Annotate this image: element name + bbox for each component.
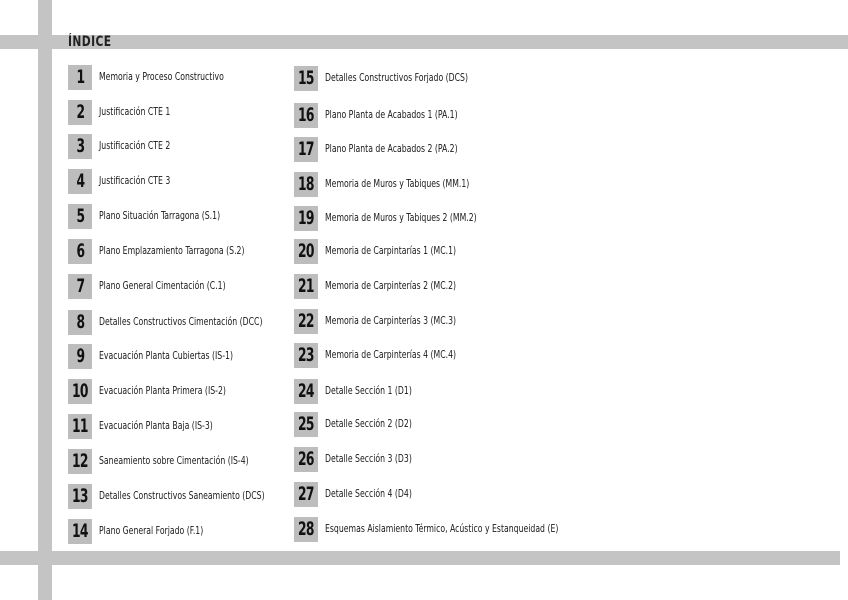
index-number-box bbox=[294, 172, 318, 197]
index-item bbox=[294, 516, 610, 542]
index-label: Evacuación Planta Primera (IS-2) bbox=[99, 385, 226, 397]
index-number: 7 bbox=[76, 275, 84, 297]
index-number: 10 bbox=[72, 380, 88, 402]
index-item bbox=[294, 342, 485, 368]
index-number-box bbox=[68, 134, 92, 159]
index-label: Memoria de Muros y Tabiques (MM.1) bbox=[325, 178, 470, 190]
index-label: Memoria de Carpintarías 1 (MC.1) bbox=[325, 245, 457, 257]
index-number: 5 bbox=[76, 205, 84, 227]
index-item bbox=[294, 65, 499, 91]
index-item bbox=[68, 483, 301, 509]
index-label: Detalle Sección 3 (D3) bbox=[325, 453, 412, 465]
index-number: 8 bbox=[76, 311, 84, 333]
index-number-box bbox=[68, 274, 92, 299]
index-item bbox=[68, 343, 262, 369]
index-item bbox=[68, 413, 238, 439]
index-label: Detalles Constructivos Forjado (DCS) bbox=[325, 72, 469, 84]
index-number: 12 bbox=[72, 450, 88, 472]
index-label: Evacuación Planta Baja (IS-3) bbox=[99, 420, 213, 432]
index-number-box bbox=[68, 519, 92, 544]
top-decor-bar bbox=[0, 35, 848, 49]
index-item bbox=[68, 238, 276, 264]
index-number: 19 bbox=[298, 207, 314, 229]
index-label: Detalles Constructivos Cimentación (DCC) bbox=[99, 316, 263, 328]
index-number: 24 bbox=[298, 380, 314, 402]
index-item bbox=[68, 309, 298, 335]
index-number: 1 bbox=[76, 66, 84, 88]
index-number: 3 bbox=[76, 135, 84, 157]
index-item bbox=[294, 481, 431, 507]
index-label: Esquemas Aislamiento Térmico, Acústico y Estanqueidad (E) bbox=[325, 523, 559, 535]
index-number: 6 bbox=[76, 240, 84, 262]
index-number: 18 bbox=[298, 173, 314, 195]
index-item bbox=[294, 205, 510, 231]
index-number: 11 bbox=[72, 415, 88, 437]
index-number: 25 bbox=[298, 413, 314, 435]
index-number-box bbox=[294, 412, 318, 437]
index-item bbox=[294, 102, 487, 128]
index-number: 2 bbox=[76, 101, 84, 123]
index-label: Detalles Constructivos Saneamiento (DCS) bbox=[99, 490, 265, 502]
index-number-box bbox=[68, 379, 92, 404]
index-label: Evacuación Planta Cubiertas (IS-1) bbox=[99, 350, 233, 362]
index-label: Plano General Cimentación (C.1) bbox=[99, 280, 226, 292]
index-item bbox=[68, 168, 186, 194]
index-item bbox=[68, 133, 186, 159]
index-number-box bbox=[68, 239, 92, 264]
index-label: Detalle Sección 2 (D2) bbox=[325, 418, 412, 430]
index-item bbox=[294, 411, 431, 437]
index-label: Justificación CTE 3 bbox=[99, 175, 171, 187]
index-label: Detalle Sección 1 (D1) bbox=[325, 385, 412, 397]
index-item bbox=[294, 446, 431, 472]
index-number-box bbox=[294, 103, 318, 128]
index-number-box bbox=[294, 206, 318, 231]
index-number-box bbox=[68, 204, 92, 229]
index-number-box bbox=[68, 65, 92, 90]
index-number-box bbox=[294, 274, 318, 299]
index-item bbox=[294, 378, 431, 404]
index-label: Justificación CTE 2 bbox=[99, 140, 171, 152]
index-label: Memoria y Proceso Constructivo bbox=[99, 71, 224, 83]
index-number-box bbox=[294, 343, 318, 368]
index-item bbox=[294, 171, 501, 197]
index-item bbox=[68, 378, 254, 404]
index-number: 23 bbox=[298, 344, 314, 366]
index-item bbox=[68, 64, 251, 90]
index-label: Plano Planta de Acabados 2 (PA.2) bbox=[325, 143, 458, 155]
index-item bbox=[68, 448, 282, 474]
index-number-box bbox=[68, 484, 92, 509]
index-item bbox=[294, 238, 485, 264]
bottom-decor-bar bbox=[0, 551, 840, 565]
index-item bbox=[294, 308, 485, 334]
index-number: 17 bbox=[298, 138, 314, 160]
index-label: Memoria de Carpinterías 4 (MC.4) bbox=[325, 349, 457, 361]
index-number: 13 bbox=[72, 485, 88, 507]
index-number-box bbox=[294, 66, 318, 91]
index-number-box bbox=[294, 482, 318, 507]
index-number-box bbox=[68, 169, 92, 194]
index-label: Justificación CTE 1 bbox=[99, 106, 171, 118]
index-number-box bbox=[294, 379, 318, 404]
index-item bbox=[294, 136, 487, 162]
index-number: 20 bbox=[298, 240, 314, 262]
index-label: Saneamiento sobre Cimentación (IS-4) bbox=[99, 455, 249, 467]
index-number: 21 bbox=[298, 275, 314, 297]
index-label: Plano Planta de Acabados 1 (PA.1) bbox=[325, 109, 458, 121]
index-label: Detalle Sección 4 (D4) bbox=[325, 488, 412, 500]
index-number-box bbox=[68, 449, 92, 474]
index-number: 22 bbox=[298, 310, 314, 332]
index-number: 27 bbox=[298, 483, 314, 505]
index-number: 9 bbox=[76, 345, 84, 367]
index-item bbox=[294, 273, 485, 299]
index-number-box bbox=[294, 239, 318, 264]
index-item bbox=[68, 99, 186, 125]
index-item bbox=[68, 203, 247, 229]
index-number: 4 bbox=[76, 170, 84, 192]
index-number-box bbox=[294, 447, 318, 472]
index-number: 26 bbox=[298, 448, 314, 470]
index-number: 28 bbox=[298, 518, 314, 540]
index-number-box bbox=[68, 310, 92, 335]
index-number-box bbox=[68, 100, 92, 125]
index-label: Memoria de Muros y Tabiques 2 (MM.2) bbox=[325, 212, 477, 224]
index-label: Plano Situación Tarragona (S.1) bbox=[99, 210, 221, 222]
index-label: Memoria de Carpinterías 2 (MC.2) bbox=[325, 280, 457, 292]
index-number-box bbox=[294, 309, 318, 334]
page-title: ÍNDICE bbox=[68, 34, 112, 50]
index-number: 14 bbox=[72, 520, 88, 542]
index-label: Memoria de Carpinterías 3 (MC.3) bbox=[325, 315, 457, 327]
index-label: Plano General Forjado (F.1) bbox=[99, 525, 204, 537]
index-number-box bbox=[294, 137, 318, 162]
index-number-box bbox=[68, 344, 92, 369]
index-item bbox=[68, 518, 226, 544]
index-number: 15 bbox=[298, 67, 314, 89]
vertical-decor-bar bbox=[38, 0, 52, 600]
index-number-box bbox=[68, 414, 92, 439]
index-item bbox=[68, 273, 253, 299]
index-number: 16 bbox=[298, 104, 314, 126]
index-label: Plano Emplazamiento Tarragona (S.2) bbox=[99, 245, 245, 257]
index-number-box bbox=[294, 517, 318, 542]
